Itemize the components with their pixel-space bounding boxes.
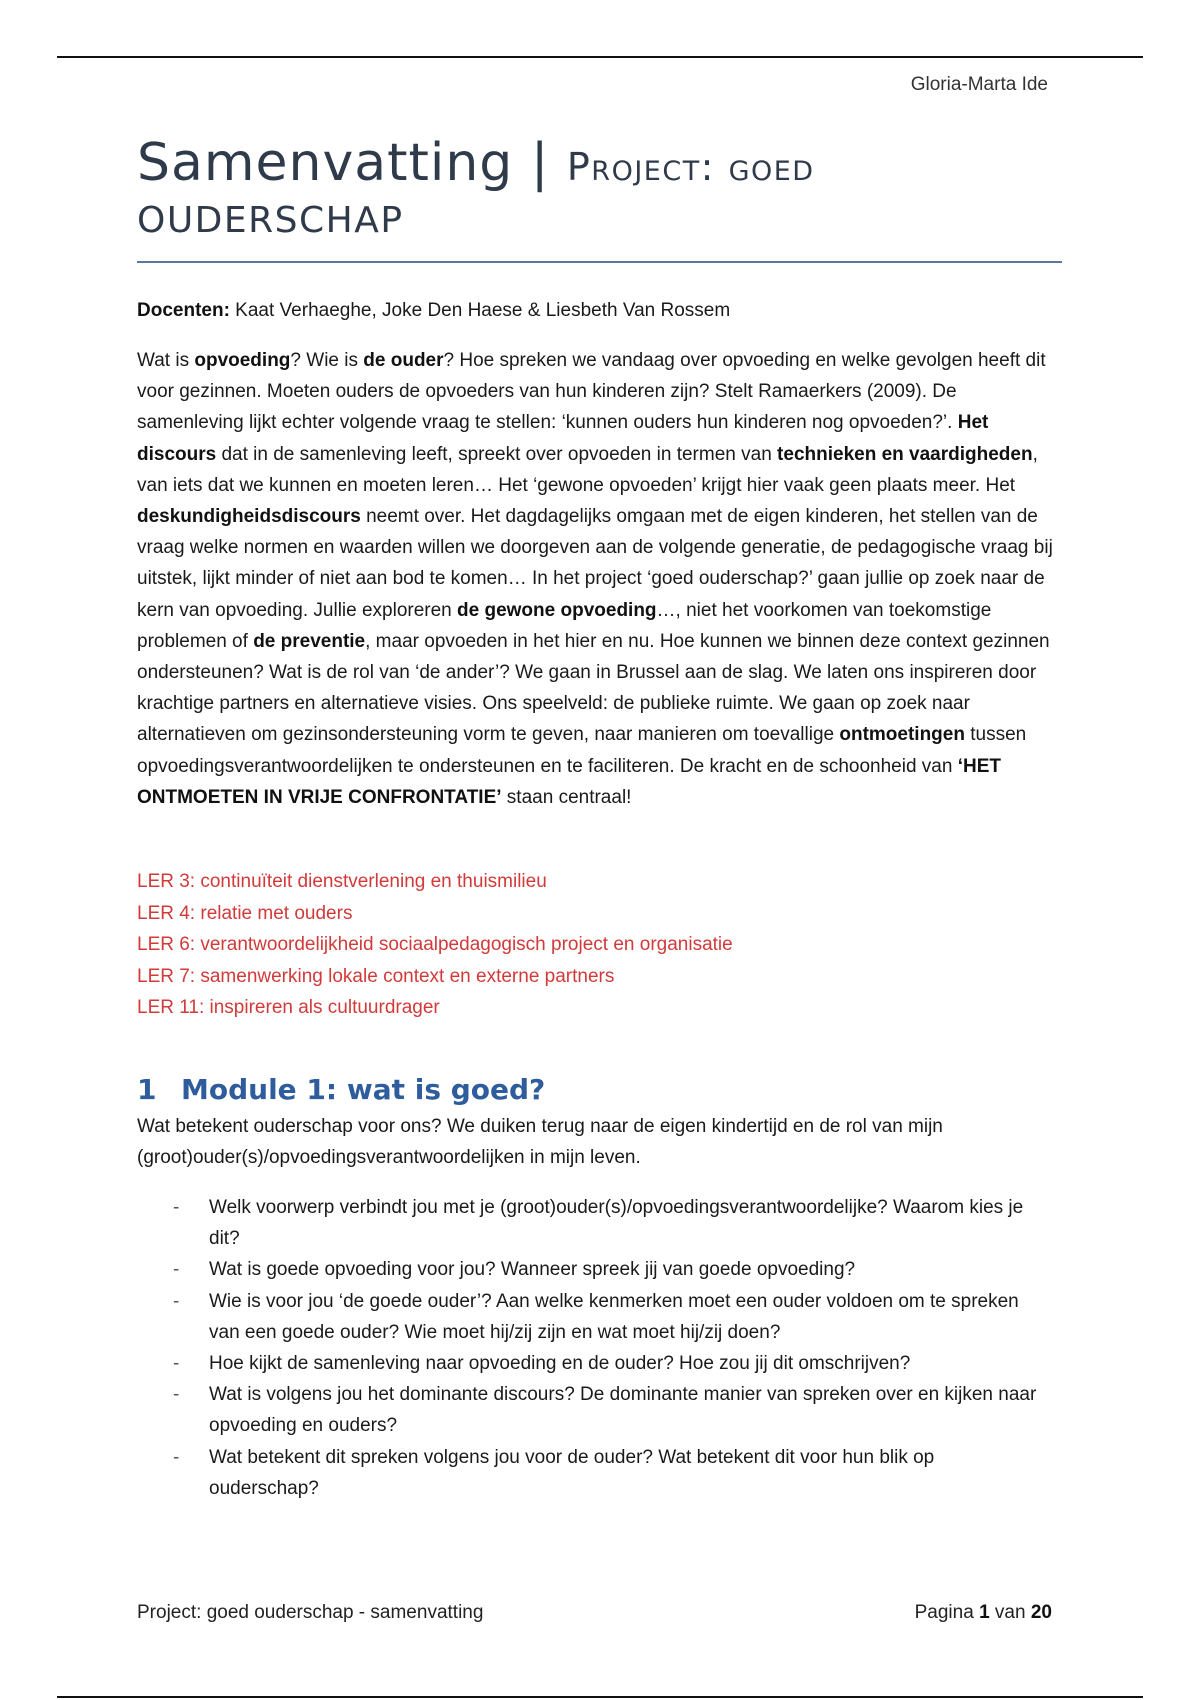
top-rule bbox=[57, 56, 1143, 58]
bullet-dash: - bbox=[173, 1384, 180, 1406]
title-sub-line2: OUDERSCHAP bbox=[137, 199, 404, 241]
bullet-dash: - bbox=[173, 1197, 180, 1218]
list-item: - Wat is goede opvoeding voor jou? Wanneer spreek jij van goede opvoeding? bbox=[137, 1254, 1062, 1285]
intro-paragraph: Wat is opvoeding? Wie is de ouder? Hoe spreken we vandaag over opvoeding en welke gevolgen heeft dit voor gezinnen. Moeten ouders de opvoeders van hun kinderen zijn? Stelt Ramaerkers (2009). De samenleving lijkt echter volgende vraag te stellen: ‘kunnen ouders hun kinderen nog opvoeden?’. Het discours dat in de samenleving leeft, spreekt over opvoeden in termen van technieken en vaardigheden, van iets dat we kunnen en moeten leren… Het ‘gewone opvoeden’ krijgt hier vaak geen plaats meer. Het deskundigheidsdiscours neemt over. Het dagdagelijks omgaan met de eigen kinderen, het stellen van de vraag welke normen en waarden willen we doorgeven aan de volgende generatie, de pedagogische vraag bij uitstek, lijkt minder of niet aan bod te komen… In het project ‘goed ouderschap?’ gaan jullie op zoek naar de kern van opvoeding. Jullie exploreren de gewone opvoeding…, niet het voorkomen van toekomstige problemen of de preventie, maar opvoeden in het hier en nu. Hoe kunnen we binnen deze context gezinnen ondersteunen? Wat is de rol van ‘de ander’? We gaan in Brussel aan de slag. We laten ons inspireren door krachtige partners en alternatieve visies. Ons speelveld: de publieke ruimte. We gaan op zoek naar alternatieven om gezinsondersteuning vorm te geven, naar manieren om toevallige ontmoetingen tussen opvoedingsverantwoordelijken te ondersteunen en te faciliteren. De kracht en de schoonheid van ‘HET ONTMOETEN IN VRIJE CONFRONTATIE’ staan centraal! bbox=[137, 350, 1053, 808]
ler-list bbox=[137, 866, 1062, 1024]
footer-title: Project: goed ouderschap - samenvatting bbox=[137, 1602, 484, 1623]
title-sub: Project: goed bbox=[566, 145, 815, 189]
module1-heading bbox=[137, 1073, 545, 1106]
ler-item: LER 7: samenwerking lokale context en externe partners bbox=[137, 965, 615, 987]
ler-item: LER 4: relatie met ouders bbox=[137, 902, 353, 924]
docenten-label: Docenten: bbox=[137, 300, 230, 321]
list-item: - Wat betekent dit spreken volgens jou voor de ouder? Wat betekent dit voor hun blik op ouderschap? bbox=[137, 1442, 1062, 1504]
title-underline bbox=[137, 261, 1062, 263]
list-item: - Wat is volgens jou het dominante discours? De dominante manier van spreken over en kijken naar opvoeding en ouders? bbox=[137, 1379, 1062, 1441]
docenten-line bbox=[137, 295, 1062, 326]
module1-question-list bbox=[137, 1192, 1062, 1504]
footer-page-number: Pagina 1 van 20 bbox=[914, 1602, 1052, 1623]
bottom-rule bbox=[57, 1696, 1143, 1698]
module1-intro: Wat betekent ouderschap voor ons? We duiken terug naar de eigen kindertijd en de rol van mijn (groot)ouder(s)/opvoedingsverantwoordelijken in mijn leven. bbox=[137, 1116, 943, 1169]
bullet-dash: - bbox=[173, 1353, 180, 1375]
ler-item: LER 6: verantwoordelijkheid sociaalpedagogisch project en organisatie bbox=[137, 934, 733, 955]
bullet-dash: - bbox=[173, 1290, 180, 1312]
docenten-names: Kaat Verhaeghe, Joke Den Haese & Liesbeth Van Rossem bbox=[229, 300, 731, 321]
heading-number: 1 bbox=[137, 1073, 157, 1106]
list-item: - Hoe kijkt de samenleving naar opvoeding en de ouder? Hoe zou jij dit omschrijven? bbox=[137, 1348, 1062, 1379]
heading-text: Module 1: wat is goed? bbox=[181, 1073, 546, 1106]
ler-item: LER 3: continuïteit dienstverlening en thuismilieu bbox=[137, 871, 547, 892]
ler-item: LER 11: inspireren als cultuurdrager bbox=[137, 997, 440, 1018]
header-author: Gloria-Marta Ide bbox=[910, 74, 1048, 95]
title-main: Samenvatting | bbox=[137, 133, 567, 193]
bullet-dash: - bbox=[173, 1259, 180, 1281]
document-title bbox=[137, 134, 1062, 241]
list-item: - Welk voorwerp verbindt jou met je (groot)ouder(s)/opvoedingsverantwoordelijke? Waarom kies je dit? bbox=[137, 1192, 1062, 1254]
list-item: - Wie is voor jou ‘de goede ouder’? Aan welke kenmerken moet een ouder voldoen om te spreken van een goede ouder? Wie moet hij/zij zijn en wat moet hij/zij doen? bbox=[137, 1286, 1062, 1348]
bullet-dash: - bbox=[173, 1446, 180, 1468]
